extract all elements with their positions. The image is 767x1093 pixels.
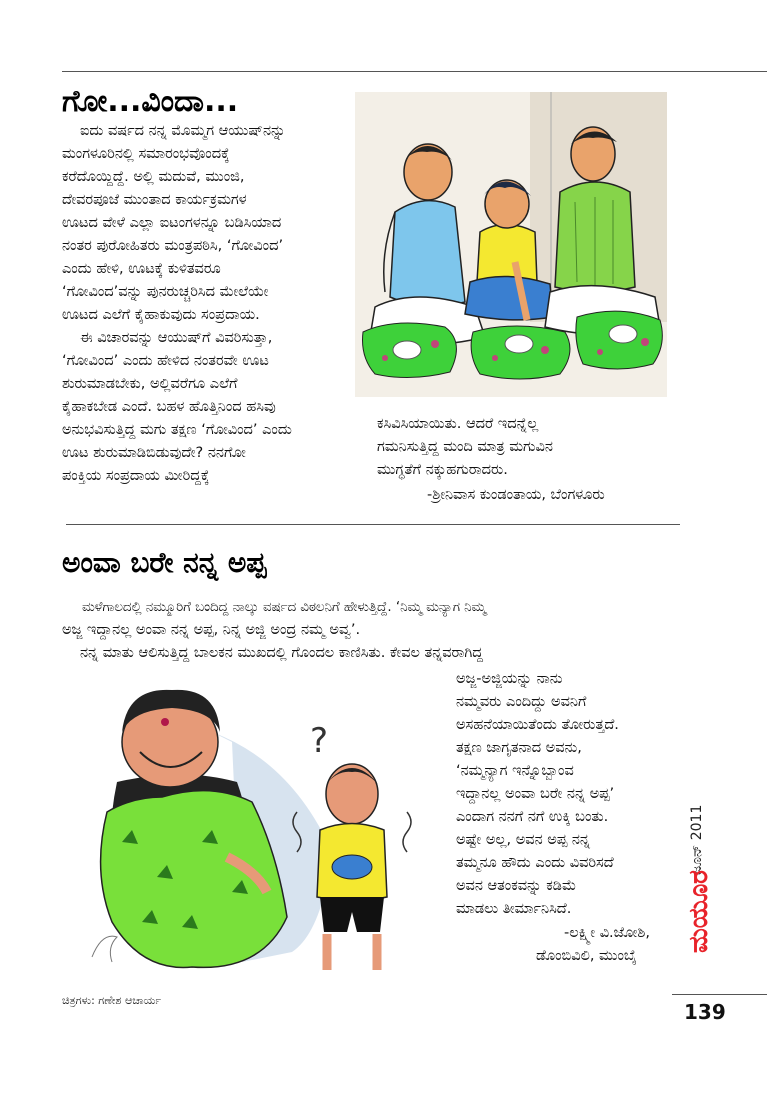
- story1-line: ಅನುಭವಿಸುತ್ತಿದ್ದ ಮಗು ತಕ್ಷಣ ‘ಗೋವಿಂದ’ ಎಂದು: [62, 422, 292, 438]
- story2-line: ಇದ್ದಾನಲ್ಲ ಅಂವಾ ಬರೇ ನನ್ನ ಅಪ್ಪ’: [456, 786, 615, 802]
- story1-line: ಕಸಿವಿಸಿಯಾಯಿತು. ಆದರೆ ಇದನ್ನೆಲ್ಲ: [377, 416, 539, 432]
- story1-line: ನಂತರ ಪುರೋಹಿತರು ಮಂತ್ರಪಠಿಸಿ, ‘ಗೋವಿಂದ’: [62, 238, 284, 254]
- story2-line: ಅಜ್ಜ-ಅಜ್ಜಿಯನ್ನು ನಾನು: [456, 671, 563, 687]
- family-meal-illustration: [355, 92, 667, 397]
- story2-line: ಎಂದಾಗ ನನಗೆ ನಗೆ ಉಕ್ಕಿ ಬಂತು.: [456, 809, 609, 825]
- story1-line: ಊಟದ ಎಲೆಗೆ ಕೈಹಾಕುವುದು ಸಂಪ್ರದಾಯ.: [62, 307, 260, 323]
- story1-title: ಗೋ...ವಿಂದಾ...: [62, 84, 239, 119]
- issue-date: ಜೂನ್ 2011: [689, 804, 705, 876]
- story1-line: ಎಂದು ಹೇಳಿ, ಊಟಕ್ಕೆ ಕುಳಿತವರೂ: [62, 261, 221, 277]
- story1-line: ಮಂಗಳೂರಿನಲ್ಲಿ ಸಮಾರಂಭವೊಂದಕ್ಕೆ: [62, 146, 230, 162]
- story1-line: ಐದು ವರ್ಷದ ನನ್ನ ಮೊಮ್ಮಗ ಆಯುಷ್‌ನನ್ನು: [80, 123, 286, 139]
- story2-line: ತಕ್ಷಣ ಜಾಗೃತನಾದ ಅವನು,: [456, 740, 582, 756]
- story1-line: ‘ಗೋವಿಂದ’ವನ್ನು ಪುನರುಚ್ಚರಿಸಿದ ಮೇಲೆಯೇ: [62, 284, 269, 300]
- story1-line: ಮುಗ್ಧತೆಗೆ ನಕ್ಕುಹಗುರಾದರು.: [377, 462, 508, 478]
- page-number: 139: [684, 1000, 726, 1024]
- illustration-credit: ಚಿತ್ರಗಳು: ಗಣೇಶ ಆಚಾರ್ಯ: [62, 994, 162, 1007]
- middle-rule: [66, 524, 680, 525]
- story2-line: ನನ್ನ ಮಾತು ಆಲಿಸುತ್ತಿದ್ದ ಬಾಲಕನ ಮುಖದಲ್ಲಿ ಗೊಂದಲ ಕಾಣಿಸಿತು. ಕೇವಲ ತನ್ನವರಾಗಿದ್ದ: [80, 645, 483, 661]
- story2-line: ಮಳೆಗಾಲದಲ್ಲಿ ನಮ್ಮೂರಿಗೆ ಬಂದಿದ್ದ ನಾಲ್ಕು ವರ್ಷದ ವಿಠಲನಿಗೆ ಹೇಳುತ್ತಿದ್ದೆ. ‘ನಿಮ್ಮ ಮನ್ಯಾಗ ನಿಮ್ಮ: [82, 600, 486, 615]
- story2-line: ಅಸಹನೆಯಾಯಿತೆಂದು ತೋರುತ್ತದೆ.: [456, 717, 619, 733]
- magazine-sidebar: [683, 800, 715, 980]
- story2-line: ಅಜ್ಜ ಇದ್ದಾನಲ್ಲ ಅಂವಾ ನನ್ನ ಅಪ್ಪ, ನಿನ್ನ ಅಜ್ಜಿ ಅಂದ್ರ ನಮ್ಮ ಅವ್ವ’.: [62, 622, 361, 638]
- story2-line: ಅಷ್ಟೇ ಅಲ್ಲ, ಅವನ ಅಪ್ಪ ನನ್ನ: [456, 832, 590, 848]
- story1-line: ಪಂಕ್ತಿಯ ಸಂಪ್ರದಾಯ ಮೀರಿದ್ದಕ್ಕೆ: [62, 468, 210, 484]
- story1-line: ಶುರುಮಾಡಬೇಕು, ಅಲ್ಲಿವರೆಗೂ ಎಲೆಗೆ: [62, 376, 238, 392]
- story1-line: ಈ ವಿಚಾರವನ್ನು ಆಯುಷ್‌ಗೆ ವಿವರಿಸುತ್ತಾ,: [80, 330, 273, 346]
- story2-author-name: -ಲಕ್ಷ್ಮೀ ವಿ.ಜೋಶಿ,: [564, 925, 650, 941]
- story1-line: ದೇವರಪೂಜೆ ಮುಂತಾದ ಕಾರ್ಯಕ್ರಮಗಳ: [62, 192, 247, 208]
- story2-line: ತಮ್ಮನೂ ಹೌದು ಎಂದು ವಿವರಿಸದೆ: [456, 855, 614, 871]
- story2-line: ಮಾಡಲು ತೀರ್ಮಾನಿಸಿದೆ.: [456, 901, 572, 917]
- story1-line: ‘ಗೋವಿಂದ’ ಎಂದು ಹೇಳಿದ ನಂತರವೇ ಊಟ: [62, 353, 269, 369]
- story2-line: ಅವನ ಆತಂಕವನ್ನು ಕಡಿಮೆ: [456, 878, 577, 894]
- woman-and-boy-illustration: [62, 672, 444, 984]
- magazine-logo: ಮಯೂರ: [684, 870, 714, 953]
- story1-line: ಊಟ ಶುರುಮಾಡಿಬಿಡುವುದೇ? ನನಗೋ: [62, 445, 246, 461]
- story1-line: ಕೈಹಾಕಬೇಡ ಎಂದೆ. ಬಹಳ ಹೊತ್ತಿನಿಂದ ಹಸಿವು: [62, 399, 276, 415]
- story1-line: ಗಮನಿಸುತ್ತಿದ್ದ ಮಂದಿ ಮಾತ್ರ ಮಗುವಿನ: [377, 439, 553, 455]
- svg-text:?: ?: [310, 721, 329, 761]
- story2-author-place: ಡೊಂಬಿವಿಲಿ, ಮುಂಬೈ: [536, 948, 637, 964]
- story2-line: ನಮ್ಮವರು ಎಂದಿದ್ದು ಅವನಿಗೆ: [456, 694, 587, 710]
- top-rule: [62, 71, 767, 72]
- story2-line: ‘ನಮ್ಮನ್ಯಾಗ ಇನ್ನೊಬ್ಬಾಂವ: [456, 763, 574, 779]
- story1-author: -ಶ್ರೀನಿವಾಸ ಕುಂಡಂತಾಯ, ಬೆಂಗಳೂರು: [427, 487, 605, 503]
- bottom-rule: [672, 994, 767, 995]
- story2-title: ಅಂವಾ ಬರೇ ನನ್ನ ಅಪ್ಪ: [62, 546, 267, 579]
- story1-line: ಕರೆದೊಯ್ದಿದ್ದೆ. ಅಲ್ಲಿ ಮದುವೆ, ಮುಂಜಿ,: [62, 169, 245, 185]
- story1-line: ಊಟದ ವೇಳೆ ಎಲ್ಲಾ ಐಟಂಗಳನ್ನೂ ಬಡಿಸಿಯಾದ: [62, 215, 282, 231]
